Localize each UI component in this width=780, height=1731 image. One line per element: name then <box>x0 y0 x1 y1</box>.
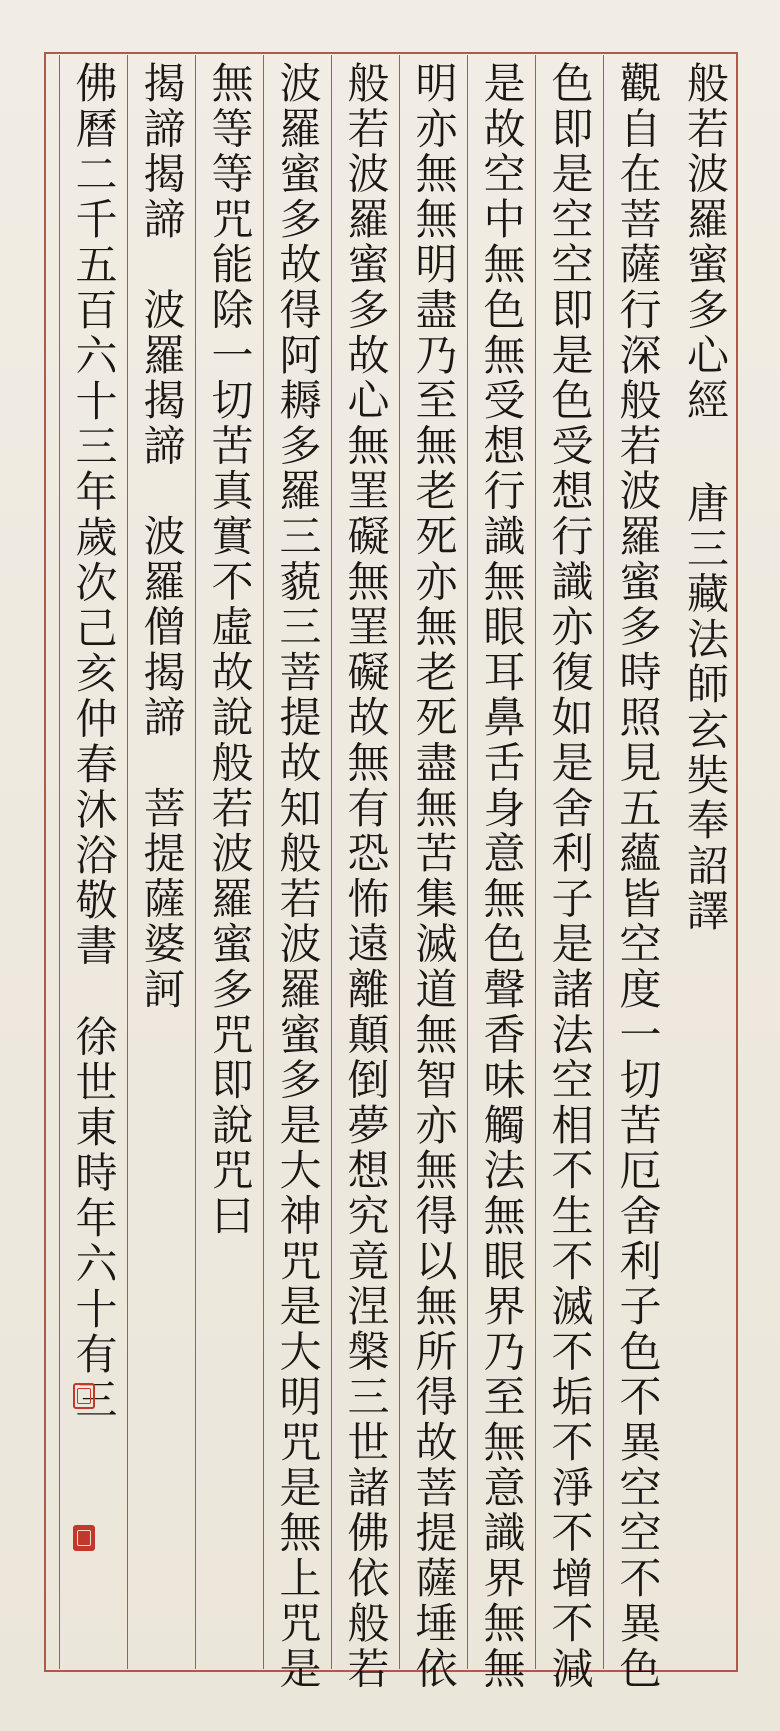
sutra-line-1: 觀自在菩薩行深般若波羅蜜多時照見五蘊皆空度一切苦厄舍利子色不異空空不異色 <box>613 61 663 1692</box>
column-4 <box>467 55 535 1692</box>
colophon: 佛曆二千五百六十三年歲次己亥仲春沐浴敬書 徐世東時年六十有三 <box>69 61 119 1423</box>
sutra-title: 般若波羅蜜多心經 <box>681 61 730 424</box>
column-2 <box>603 55 671 1692</box>
sutra-line-4: 明亦無無明盡乃至無老死亦無老死盡無苦集滅道無智亦無得以無所得故菩提薩埵依 <box>409 61 459 1692</box>
column-8 <box>195 55 263 1669</box>
column-3 <box>535 55 603 1692</box>
name-seal-icon <box>73 1525 95 1551</box>
sutra-line-6: 波羅蜜多故得阿耨多羅三藐三菩提故知般若波羅蜜多是大神咒是大明咒是無上咒是 <box>273 61 323 1692</box>
translator-credit: 唐三藏法師玄奘奉詔譯 <box>681 481 730 935</box>
mantra-line: 揭諦揭諦 波羅揭諦 波羅僧揭諦 菩提薩婆訶 <box>137 61 187 1013</box>
sutra-line-3: 是故空中無色無受想行識無眼耳鼻舌身意無色聲香味觸法無眼界乃至無意識界無無 <box>477 61 527 1692</box>
sutra-line-2: 色即是空空即是色受想行識亦復如是舍利子是諸法空相不生不滅不垢不淨不增不減 <box>545 61 595 1692</box>
column-6 <box>331 55 399 1692</box>
artist-seal-icon <box>73 1383 95 1409</box>
column-5 <box>399 55 467 1692</box>
column-10 <box>59 55 127 1669</box>
column-9 <box>127 55 195 1669</box>
column-1 <box>671 55 739 1669</box>
sutra-line-5: 般若波羅蜜多故心無罣礙無罣礙故無有恐怖遠離顛倒夢想究竟涅槃三世諸佛依般若 <box>341 61 391 1692</box>
sutra-line-7: 無等等咒能除一切苦真實不虛故說般若波羅蜜多咒即說咒曰 <box>205 61 255 1239</box>
column-7 <box>263 55 331 1692</box>
